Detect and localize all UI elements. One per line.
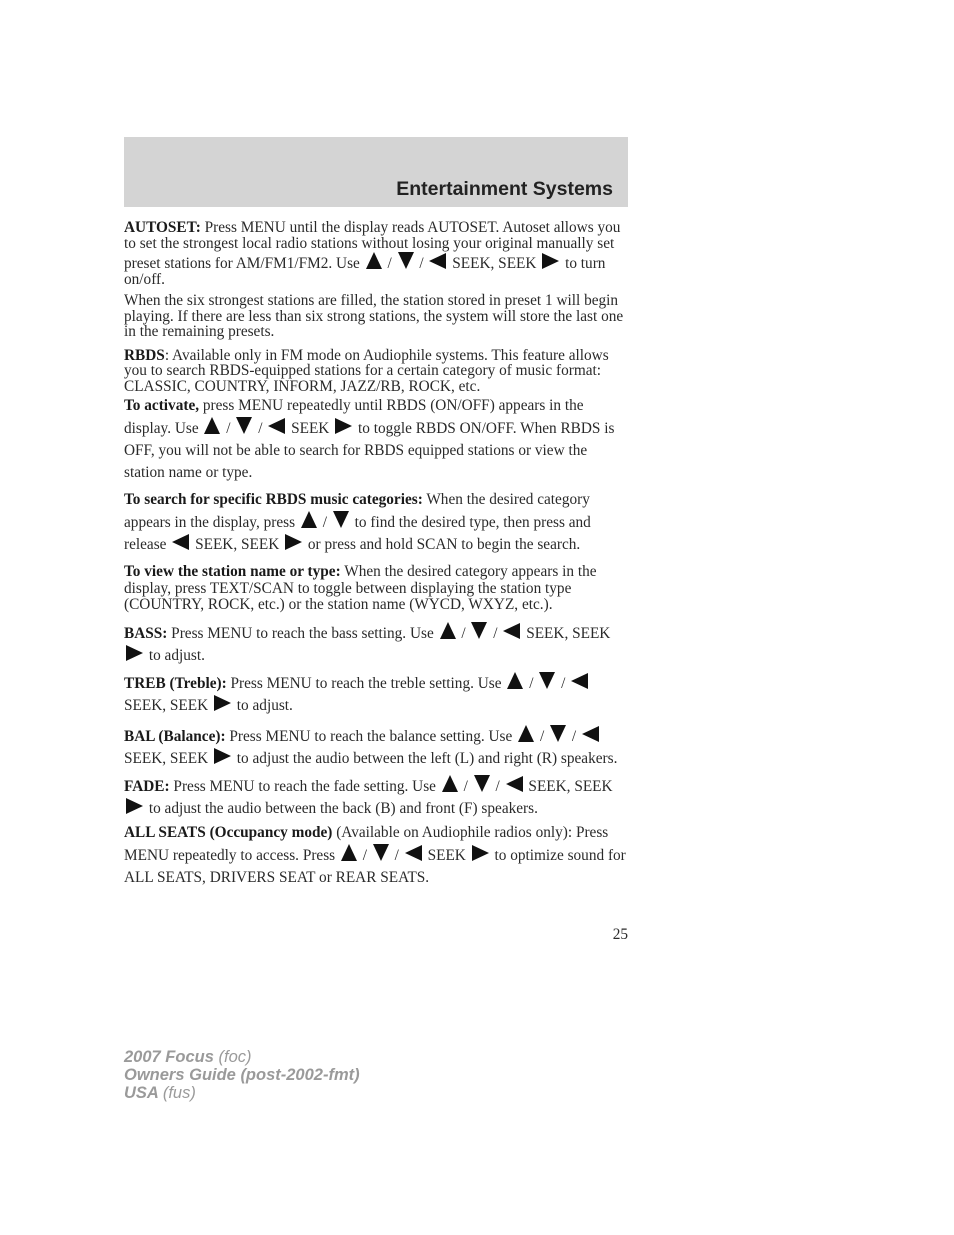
- down-arrow-icon: [236, 417, 252, 434]
- bass-paragraph: BASS: Press MENU to reach the bass setting. Use / / SEEK, SEEK to adjust.: [124, 622, 630, 667]
- seek-right-arrow-icon: [542, 253, 559, 269]
- footer-line-model: 2007 Focus (foc): [124, 1048, 252, 1066]
- seek-right-arrow-icon: [335, 418, 352, 434]
- seek-right-arrow-icon: [214, 748, 231, 764]
- down-arrow-icon: [398, 252, 414, 269]
- seek-left-arrow-icon: [405, 845, 422, 861]
- footer-line-region: USA (fus): [124, 1084, 196, 1102]
- activate-term: To activate,: [124, 397, 200, 414]
- page-number: 25: [612, 926, 628, 943]
- up-arrow-icon: [442, 775, 458, 792]
- bass-term: BASS:: [124, 624, 168, 642]
- footer-line-guide: Owners Guide (post-2002-fmt): [124, 1066, 360, 1084]
- down-arrow-icon: [471, 622, 487, 639]
- seek-right-arrow-icon: [472, 845, 489, 861]
- down-arrow-icon: [373, 844, 389, 861]
- autoset-term: AUTOSET:: [124, 219, 201, 236]
- treble-term: TREB (Treble):: [124, 674, 227, 692]
- document-footer: [124, 1048, 360, 1102]
- section-title: Entertainment Systems: [396, 178, 613, 200]
- seek-right-arrow-icon: [214, 695, 231, 711]
- up-arrow-icon: [204, 417, 220, 434]
- view-station-paragraph: To view the station name or type: When the desired category appears in the display, press TEXT/SCAN to toggle between displaying the station type (COUNTRY, ROCK, etc.) or the station name (WYCD, WXYZ, etc.).: [124, 563, 597, 613]
- fade-paragraph: FADE: Press MENU to reach the fade setting. Use / / SEEK, SEEK to adjust the audio between the back (B) and front (F) speakers.: [124, 775, 630, 820]
- seek-right-arrow-icon: [285, 534, 302, 550]
- seek-left-arrow-icon: [503, 623, 520, 639]
- up-arrow-icon: [341, 844, 357, 861]
- fade-term: FADE:: [124, 777, 170, 795]
- down-arrow-icon: [539, 672, 555, 689]
- seek-left-arrow-icon: [429, 253, 446, 269]
- balance-paragraph: BAL (Balance): Press MENU to reach the balance setting. Use / / SEEK, SEEK to adjust the audio between the left (L) and right (R) speakers.: [124, 725, 630, 770]
- rbds-term: RBDS: [124, 346, 165, 364]
- seek-right-arrow-icon: [126, 798, 143, 814]
- seek-left-arrow-icon: [268, 418, 285, 434]
- up-arrow-icon: [440, 622, 456, 639]
- page-content: [124, 220, 630, 889]
- seek-left-arrow-icon: [571, 673, 588, 689]
- balance-term: BAL (Balance):: [124, 727, 226, 745]
- view-station-term: To view the station name or type:: [124, 563, 341, 580]
- seek-left-arrow-icon: [582, 726, 599, 742]
- activate-paragraph: To activate, press MENU repeatedly until RBDS (ON/OFF) appears in the display. Use / / SEEK to toggle RBDS ON/OFF. When RBDS is OFF, you will not be able to search for RBDS equipped stations or view the station name or type.: [124, 397, 615, 481]
- treble-paragraph: TREB (Treble): Press MENU to reach the treble setting. Use / / SEEK, SEEK to adjust.: [124, 672, 630, 717]
- autoset-detail-paragraph: When the six strongest stations are filled, the station stored in preset 1 will begin playing. If there are less than six strong stations, the system will store the last one in the remaining presets.: [124, 292, 624, 340]
- down-arrow-icon: [550, 725, 566, 742]
- seek-right-arrow-icon: [126, 645, 143, 661]
- section-header-band: [124, 137, 628, 207]
- up-arrow-icon: [366, 252, 382, 269]
- up-arrow-icon: [301, 511, 317, 528]
- all-seats-paragraph: ALL SEATS (Occupancy mode) (Available on Audiophile radios only): Press MENU repeatedly to access. Press / / SEEK to optimize sound for ALL SEATS, DRIVERS SEAT or REAR SEATS.: [124, 823, 626, 886]
- seek-left-arrow-icon: [172, 534, 189, 550]
- down-arrow-icon: [333, 511, 349, 528]
- down-arrow-icon: [474, 775, 490, 792]
- seek-left-arrow-icon: [506, 776, 523, 792]
- up-arrow-icon: [507, 672, 523, 689]
- search-categories-term: To search for specific RBDS music categories:: [124, 491, 423, 508]
- rbds-paragraph: RBDS: Available only in FM mode on Audiophile systems. This feature allows you to search RBDS-equipped stations for a certain category of music format: CLASSIC, COUNTRY, INFORM, JAZZ/RB, ROCK, etc.: [124, 346, 609, 395]
- all-seats-term: ALL SEATS (Occupancy mode): [124, 823, 333, 841]
- autoset-paragraph: AUTOSET: Press MENU until the display reads AUTOSET. Autoset allows you to set the strongest local radio stations without losing your original manually set preset stations for AM/FM1/FM2. Use / / SEEK, SEEK to turn on/off.: [124, 219, 621, 288]
- search-categories-paragraph: To search for specific RBDS music categories: When the desired category appears in the display, press / to find the desired type, then press and release SEEK, SEEK or press and hold SCAN to begin the search.: [124, 491, 591, 553]
- up-arrow-icon: [518, 725, 534, 742]
